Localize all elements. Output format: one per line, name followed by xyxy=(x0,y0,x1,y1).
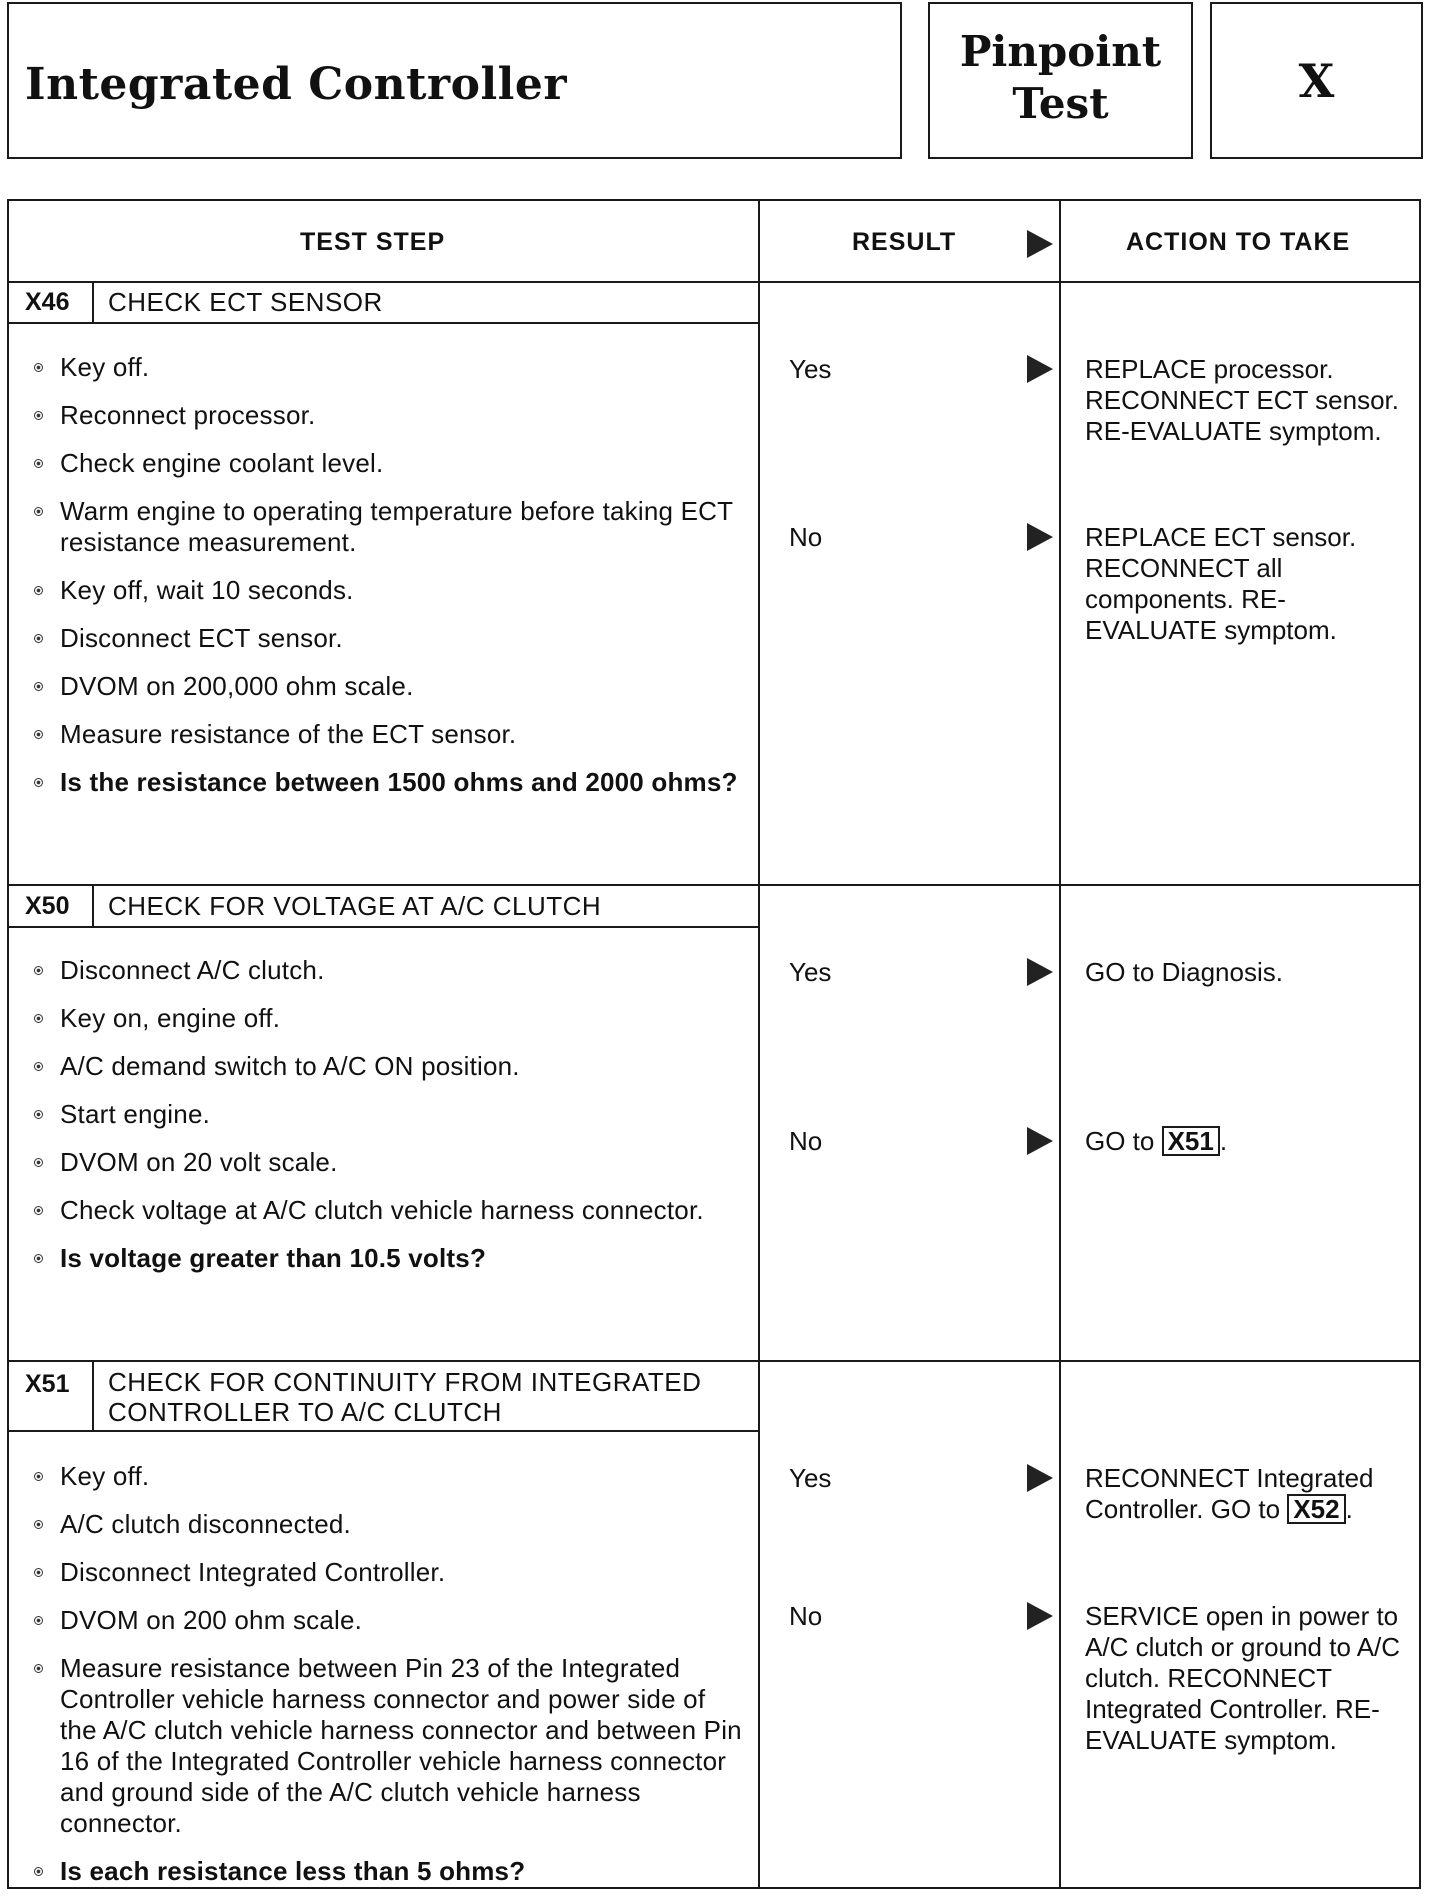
instruction-item: Check voltage at A/C clutch vehicle harness connector. xyxy=(30,1195,745,1226)
step-id-divider xyxy=(92,885,94,927)
step-instructions xyxy=(30,352,745,815)
result-arrow-icon xyxy=(1027,1602,1053,1630)
step-title: CHECK FOR VOLTAGE AT A/C CLUTCH xyxy=(108,891,602,921)
action-yes: REPLACE processor. RECONNECT ECT sensor. RE-EVALUATE symptom. xyxy=(1085,354,1400,446)
result-arrow-icon xyxy=(1027,230,1053,258)
step-reference-x52[interactable]: X52 xyxy=(1287,1494,1345,1524)
instruction-question: Is each resistance less than 5 ohms? xyxy=(30,1856,745,1887)
action-no: SERVICE open in power to A/C clutch or ground to A/C clutch. RECONNECT Integrated Controller. RE-EVALUATE symptom. xyxy=(1085,1601,1401,1755)
step-instructions xyxy=(30,1461,745,1904)
step-id: X46 xyxy=(25,288,70,316)
action-suffix: . xyxy=(1345,1494,1353,1524)
result-yes: Yes xyxy=(789,354,832,384)
column-divider-test-result xyxy=(758,199,760,1889)
instruction-item: A/C clutch disconnected. xyxy=(30,1509,745,1540)
step-row-divider xyxy=(7,884,1421,886)
instruction-item: Disconnect ECT sensor. xyxy=(30,623,745,654)
action-text: RECONNECT Integrated Controller. GO to xyxy=(1085,1463,1374,1524)
step-reference-x51[interactable]: X51 xyxy=(1162,1126,1220,1156)
header-row-divider xyxy=(7,281,1421,283)
instruction-item: Disconnect A/C clutch. xyxy=(30,955,745,986)
header-result: RESULT xyxy=(852,228,957,256)
header-action-to-take: ACTION TO TAKE xyxy=(1126,228,1351,256)
action-yes xyxy=(1085,1463,1405,1525)
title-box xyxy=(7,2,902,159)
instruction-item: Warm engine to operating temperature before taking ECT resistance measurement. xyxy=(30,496,745,558)
step-row-divider xyxy=(7,1360,1421,1362)
result-arrow-icon xyxy=(1027,958,1053,986)
step-title xyxy=(108,1367,701,1427)
instruction-item: Key off, wait 10 seconds. xyxy=(30,575,745,606)
step-title-divider xyxy=(7,1430,759,1432)
step-title-line2: CONTROLLER TO A/C CLUTCH xyxy=(108,1397,502,1427)
instruction-item: DVOM on 200 ohm scale. xyxy=(30,1605,745,1636)
step-instructions xyxy=(30,955,745,1291)
page-title: Integrated Controller xyxy=(25,59,568,110)
instruction-item: Key off. xyxy=(30,352,745,383)
instruction-item: Disconnect Integrated Controller. xyxy=(30,1557,745,1588)
pinpoint-line2: Test xyxy=(1012,79,1109,128)
instruction-item: Key on, engine off. xyxy=(30,1003,745,1034)
step-title-divider xyxy=(7,926,759,928)
instruction-item: A/C demand switch to A/C ON position. xyxy=(30,1051,745,1082)
instruction-item: Key off. xyxy=(30,1461,745,1492)
column-divider-result-action xyxy=(1059,199,1061,1889)
action-suffix: . xyxy=(1219,1126,1228,1156)
result-arrow-icon xyxy=(1027,355,1053,383)
action-yes: GO to Diagnosis. xyxy=(1085,957,1283,987)
instruction-item: DVOM on 200,000 ohm scale. xyxy=(30,671,745,702)
instruction-question: Is voltage greater than 10.5 volts? xyxy=(30,1243,745,1274)
step-id: X50 xyxy=(25,892,70,920)
result-arrow-icon xyxy=(1027,1464,1053,1492)
result-yes: Yes xyxy=(789,957,832,987)
step-id: X51 xyxy=(25,1370,70,1398)
pinpoint-line1: Pinpoint xyxy=(959,27,1162,76)
step-title-divider xyxy=(7,322,759,324)
instruction-item: Start engine. xyxy=(30,1099,745,1130)
pinpoint-test-label xyxy=(930,26,1191,130)
action-no xyxy=(1085,1126,1405,1157)
instruction-item: Check engine coolant level. xyxy=(30,448,745,479)
result-arrow-icon xyxy=(1027,1127,1053,1155)
instruction-item: Measure resistance of the ECT sensor. xyxy=(30,719,745,750)
test-letter-box xyxy=(1210,2,1423,159)
pinpoint-test-box xyxy=(928,2,1193,159)
step-id-divider xyxy=(92,1361,94,1431)
result-no: No xyxy=(789,1126,823,1156)
instruction-question: Is the resistance between 1500 ohms and 2000 ohms? xyxy=(30,767,745,798)
result-no: No xyxy=(789,522,823,552)
test-letter: X xyxy=(1298,54,1335,108)
instruction-item: Reconnect processor. xyxy=(30,400,745,431)
action-text: GO to xyxy=(1085,1126,1155,1156)
result-arrow-icon xyxy=(1027,523,1053,551)
action-no: REPLACE ECT sensor. RECONNECT all components. RE-EVALUATE symptom. xyxy=(1085,522,1357,645)
instruction-item: Measure resistance between Pin 23 of the Integrated Controller vehicle harness connector and power side of the A/C clutch vehicle harness connector and between Pin 16 of the Integrated Controller vehicle harness connector and ground side of the A/C clutch vehicle harness connector. xyxy=(30,1653,745,1839)
step-title-line1: CHECK FOR CONTINUITY FROM INTEGRATED xyxy=(108,1367,702,1397)
step-id-divider xyxy=(92,282,94,324)
header-test-step: TEST STEP xyxy=(300,228,446,256)
instruction-item: DVOM on 20 volt scale. xyxy=(30,1147,745,1178)
step-title: CHECK ECT SENSOR xyxy=(108,287,383,317)
result-no: No xyxy=(789,1601,823,1631)
result-yes: Yes xyxy=(789,1463,832,1493)
